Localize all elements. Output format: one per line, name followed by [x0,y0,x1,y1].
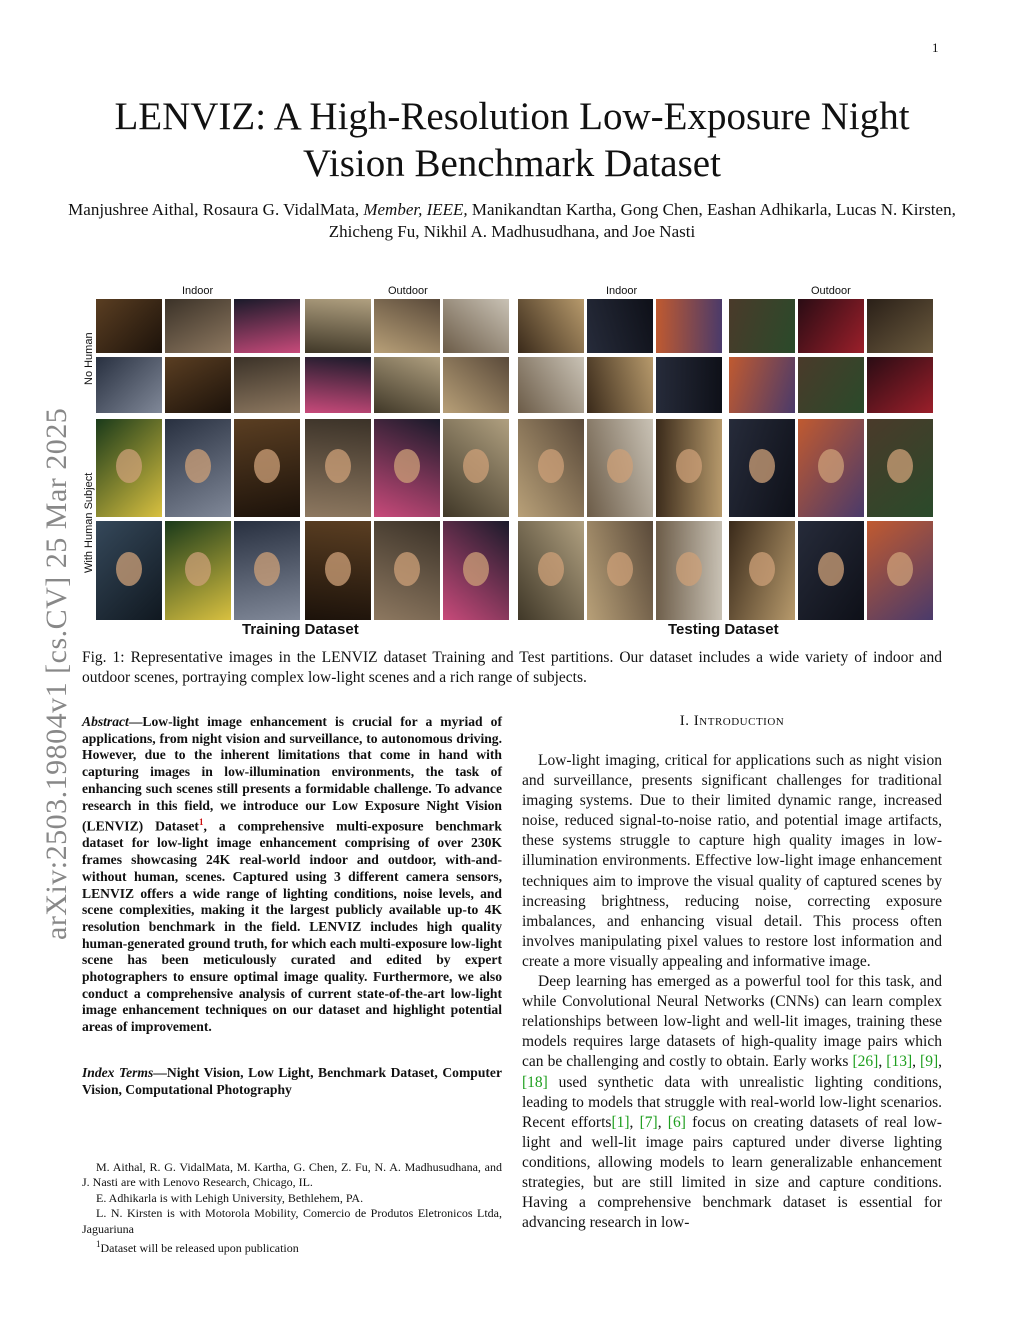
dataset-sample-image [518,419,584,517]
intro-paragraph-2: Deep learning has emerged as a powerful tool for this task, and while Convolutional Neural Networks (CNNs) can learn complex relationships between low-light and well-lit images, training these models requires large datasets of high-quality image pairs which can be challenging and costly to obtain. Early works [26], [13], [9], [18] used synthetic data with unrealistic lighting conditions, leading to models that struggle with real-world low-light scenarios. Recent efforts[1], [7], [6] focus on creating datasets of real low-light and well-lit image pairs captured under diverse lighting conditions, allowing models to learn generalizable enhancement strategies, but are still limited in size and capture conditions. Having a comprehensive benchmark dataset is essential for advancing research in low- [522,973,942,1232]
dataset-sample-image [234,299,300,353]
row-label-with-human: With Human Subject [83,472,95,573]
dataset-sample-image [374,419,440,517]
dataset-sample-image [587,521,653,620]
citation-link[interactable]: [7] [639,1113,658,1131]
citation-link[interactable]: [6] [667,1113,686,1131]
dataset-sample-image [729,357,795,413]
group-label-outdoor-test: Outdoor [811,285,851,297]
citation-link[interactable]: [26] [852,1053,879,1071]
authors-part1: Manjushree Aithal, Rosaura G. VidalMata, [68,200,364,219]
group-label-indoor-test: Indoor [606,285,638,297]
intro-p2-b: used synthetic data with unrealistic lighting conditions, leading to models that struggle with real-world low-light scenarios. Recent efforts [522,1073,942,1131]
dataset-sample-image [374,357,440,413]
dataset-sample-image [867,521,933,620]
dataset-sample-image [587,419,653,517]
citation-link[interactable]: [1] [611,1113,630,1131]
dataset-sample-image [305,357,371,413]
citation-link[interactable]: [18] [522,1073,548,1091]
footnote-affiliation-3: L. N. Kirsten is with Motorola Mobility, Comercio de Produtos Eletronicos Ltda, Jaguariuna [82,1206,502,1236]
dataset-sample-image [165,357,231,413]
dataset-sample-image [374,299,440,353]
dataset-sample-image [729,521,795,620]
citation-link[interactable]: [9] [920,1053,939,1071]
dataset-sample-image [443,521,509,620]
dataset-sample-image [656,299,722,353]
dataset-sample-image [656,357,722,413]
introduction-body [522,751,942,1233]
group-label-outdoor-train: Outdoor [388,285,428,297]
group-label-indoor-train: Indoor [182,285,214,297]
dataset-sample-image [234,357,300,413]
dataset-sample-image [867,419,933,517]
dataset-sample-image [729,299,795,353]
dataset-sample-image [518,299,584,353]
dataset-sample-image [656,521,722,620]
authors-member: Member, IEEE, [363,200,468,219]
dataset-sample-image [96,357,162,413]
dataset-sample-image [234,419,300,517]
dataset-sample-image [518,521,584,620]
dataset-sample-image [798,419,864,517]
dataset-sample-image [443,357,509,413]
dataset-sample-image [165,521,231,620]
dataset-sample-image [798,357,864,413]
dataset-sample-image [867,357,933,413]
footnote-dataset [82,1237,502,1256]
dataset-sample-image [305,299,371,353]
dataset-sample-image [165,299,231,353]
paper-title: LENVIZ: A High-Resolution Low-Exposure Night Vision Benchmark Dataset [114,95,910,185]
section-title: Introduction [693,713,785,729]
training-dataset-label: Training Dataset [242,621,359,638]
arxiv-identifier: arXiv:2503.19804v1 [cs.CV] 25 Mar 2025 [40,407,73,940]
dataset-sample-image [443,419,509,517]
intro-p2-c: focus on creating datasets of real low-light and well-lit image pairs captured under diverse lighting conditions, allowing models to learn generalizable enhancement strategies, but are still limited in size and capture conditions. Having a comprehensive benchmark dataset is essential for advancing research in low- [522,1113,942,1232]
author-list [60,199,964,243]
footnote-affiliation-1: M. Aithal, R. G. VidalMata, M. Kartha, G. Chen, Z. Fu, N. A. Madhusudhana, and J. Nasti are with Lenovo Research, Chicago, IL. [82,1160,502,1190]
index-terms-lead: Index Terms [82,1065,154,1080]
footnote-affiliation-2: E. Adhikarla is with Lehigh University, Bethlehem, PA. [96,1190,364,1205]
citation-link[interactable]: [13] [886,1053,913,1071]
dataset-sample-image [443,299,509,353]
page-number: 1 [932,40,939,55]
dataset-sample-image [165,419,231,517]
dataset-sample-image [729,419,795,517]
abstract-text-1: —Low-light image enhancement is crucial for a myriad of applications, from night vision and surveillance, to autonomous driving. However, due to the inherent limitations that come in hand with capturing images in low-illumination environments, the task of enhancing such scenes still presents a formidable challenge. To advance research in this field, we introduce our Low Exposure Night Vision (LENVIZ) Dataset [82,714,502,834]
section-heading [522,713,942,730]
dataset-sample-image [374,521,440,620]
dataset-sample-image [96,419,162,517]
dataset-sample-image [96,299,162,353]
dataset-sample-image [867,299,933,353]
abstract-lead: Abstract [82,714,129,729]
row-label-no-human: No Human [83,332,95,385]
dataset-sample-image [518,357,584,413]
footnote-mark[interactable]: 1 [198,817,204,828]
figure-caption: Fig. 1: Representative images in the LENVIZ dataset Training and Test partitions. Our dataset includes a wide variety of indoor and outdoor scenes, portraying complex low-light scenes and a rich range of subjects. [82,649,942,686]
dataset-sample-image [798,299,864,353]
abstract-text-2: , a comprehensive multi-exposure benchmark dataset for low-light image enhancement comprising of over 230K frames showcasing 24K real-world indoor and outdoor, with-and-without human, scenes. Captured using 3 different camera sensors, LENVIZ offers a wide range of lighting conditions, noise levels, and scene complexities, making it the largest publicly available up-to 4K resolution benchmark in the field. LENVIZ includes high quality human-generated ground truth, for which each multi-exposure low-light scene has been meticulously curated and edited by expert photographers to ensure optimal image quality. Furthermore, we also conduct a comprehensive analysis of current state-of-the-art low-light image enhancement techniques on our dataset and highlight potential areas of improvement. [82,818,502,1035]
dataset-sample-image [96,521,162,620]
dataset-sample-image [798,521,864,620]
footnotes [82,1160,502,1256]
dataset-sample-image [587,299,653,353]
testing-dataset-label: Testing Dataset [668,621,779,638]
dataset-sample-image [305,521,371,620]
dataset-sample-image [587,357,653,413]
intro-p2-a: Deep learning has emerged as a powerful tool for this task, and while Convolutional Neural Networks (CNNs) can learn complex relationships between low-light and well-lit images, training these models requires large datasets of high-quality image pairs which can be challenging and costly to obtain. Early works [522,973,942,1071]
abstract [82,714,502,1036]
section-number: I. [679,713,690,729]
figure-1 [82,283,942,643]
dataset-sample-image [656,419,722,517]
intro-paragraph-1: Low-light imaging, critical for applications such as night vision and surveillance, presents significant challenges for traditional imaging systems. Due to their limited dynamic range, increased noise, reduced signal-to-noise ratio, and potential image artifacts, these systems struggle to capture high quality images in low-illumination environments. Effective low-light image enhancement techniques aim to improve the visual quality of captured scenes by increasing brightness, reducing noise, correcting exposure imbalances, and enhancing visual detail. This process often involves manipulating pixel values to restore lost information and create a more visually appealing and informative image. [522,752,942,970]
dataset-sample-image [234,521,300,620]
index-terms [82,1064,502,1098]
authors-part2: Manikandtan Kartha, Gong Chen, Eashan Adhikarla, Lucas N. Kirsten, Zhicheng Fu, Nikhil A. Madhusudhana, and Joe Nasti [328,200,956,241]
footnote-dataset-text: Dataset will be released upon publication [100,1241,299,1256]
dataset-sample-image [305,419,371,517]
index-terms-text: —Night Vision, Low Light, Benchmark Dataset, Computer Vision, Computational Photography [82,1065,502,1097]
footnote-dataset-mark: 1 [96,1239,101,1250]
